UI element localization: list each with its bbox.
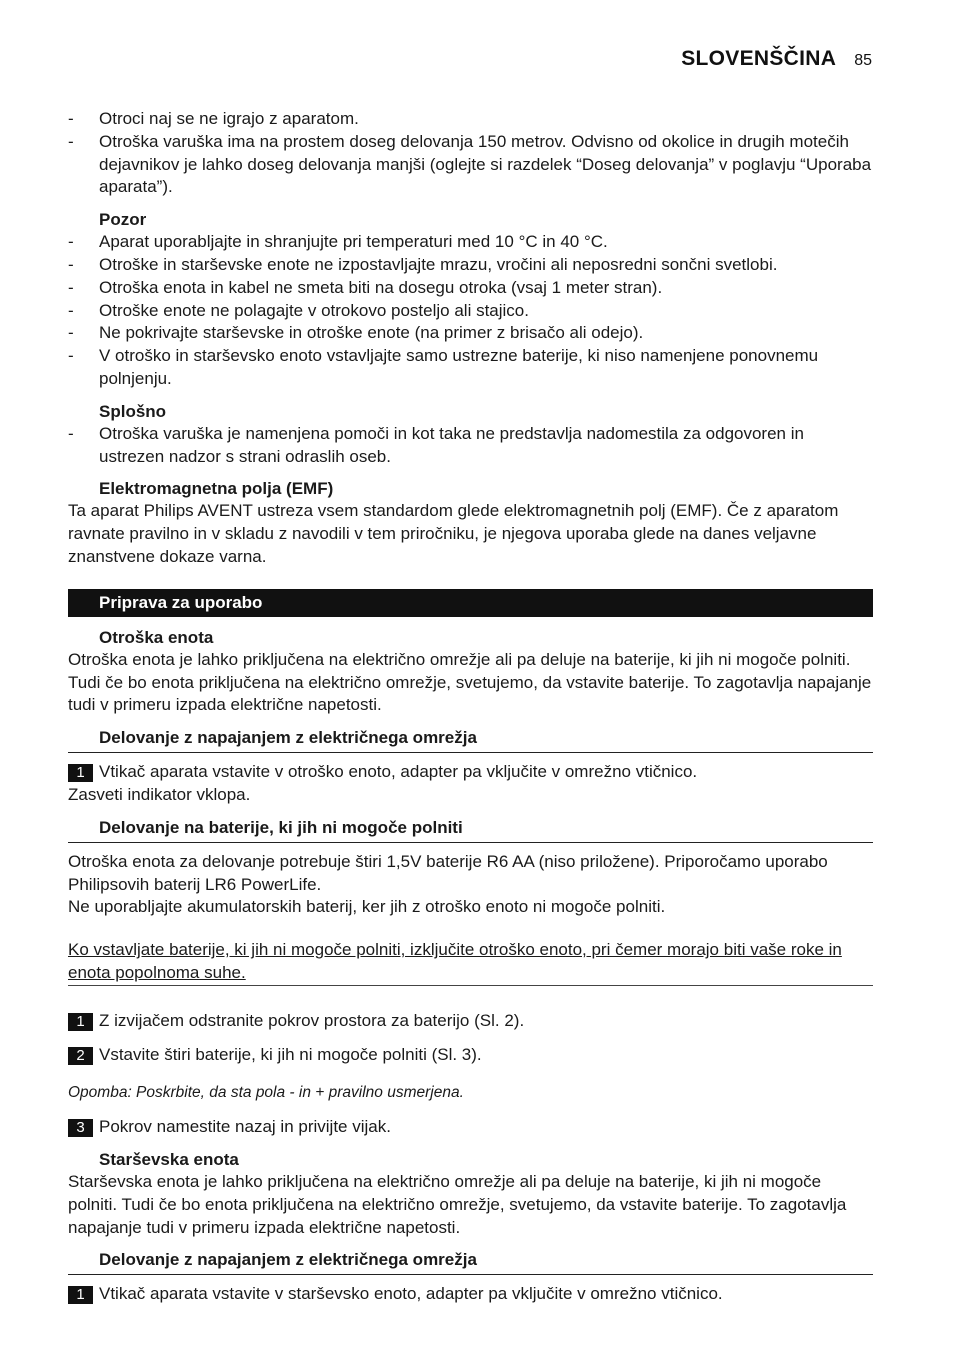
step-result: Zasveti indikator vklopa. (68, 784, 251, 804)
divider (68, 752, 873, 753)
emf-heading: Elektromagnetna polja (EMF) (99, 479, 334, 499)
section-heading-preparation: Priprava za uporabo (68, 589, 873, 617)
battery-warning (68, 939, 873, 986)
step-item (68, 1116, 873, 1139)
general-heading: Splošno (99, 401, 167, 421)
list-item: - V otroško in starševsko enoto vstavljajte samo ustrezne baterije, ki niso namenjene ponovnemu polnjenju. (68, 346, 819, 388)
step-item (68, 1283, 873, 1306)
intro-list (68, 108, 873, 199)
general-list (68, 423, 873, 469)
baby-unit-heading: Otroška enota (99, 627, 214, 647)
page-number: 85 (854, 52, 872, 69)
step-text: Pokrov namestite nazaj in privijte vijak. (99, 1117, 391, 1137)
list-item: - Otroške enote ne polagajte v otrokovo posteljo ali stajico. (68, 300, 529, 320)
list-item: - Otroška enota in kabel ne smeta biti na dosegu otroka (vsaj 1 meter stran). (68, 277, 663, 297)
step-text: Vtikač aparata vstavite v otroško enoto, adapter pa vključite v omrežno vtičnico. (99, 762, 698, 782)
caution-heading: Pozor (99, 210, 147, 230)
step-number: 1 (68, 1286, 93, 1304)
list-item: - Aparat uporabljajte in shranjujte pri temperaturi med 10 °C in 40 °C. (68, 232, 608, 252)
batteries-paragraph: Otroška enota za delovanje potrebuje štiri 1,5V baterije R6 AA (niso priložene). Priporočamo uporabo Philipsovih baterij LR6 PowerLife. (68, 851, 828, 894)
mains-heading-2: Delovanje z napajanjem z električnega omrežja (99, 1250, 477, 1270)
note-text: Opomba: Poskrbite, da sta pola - in + pravilno usmerjena. (68, 1084, 464, 1102)
batteries-heading: Delovanje na baterije, ki jih ni mogoče polniti (99, 817, 463, 837)
emf-paragraph: Ta aparat Philips AVENT ustreza vsem standardom glede elektromagnetnih polj (EMF). Če z aparatom ravnate pravilno in v skladu z navodili v tem priročniku, je njegova uporaba glede na danes veljavne znanstvene dokaze varna. (68, 501, 839, 566)
step-number: 1 (68, 1013, 93, 1031)
list-item: - Otroci naj se ne igrajo z aparatom. (68, 109, 359, 128)
list-item: - Otroška varuška je namenjena pomoči in kot taka ne predstavlja nadomestila za odgovoren in ustrezen nadzor s strani odraslih oseb. (68, 423, 804, 466)
list-item: - Ne pokrivajte starševske in otroške enote (na primer z brisačo ali odejo). (68, 323, 644, 343)
language-title: SLOVENŠČINA (681, 47, 837, 70)
step-item (68, 761, 873, 784)
step-item (68, 1010, 873, 1033)
step-text: Z izvijačem odstranite pokrov prostora za baterijo (Sl. 2). (99, 1010, 525, 1030)
step-number: 3 (68, 1119, 93, 1137)
step-text: Vstavite štiri baterije, ki jih ni mogoče polniti (Sl. 3). (99, 1044, 482, 1064)
parent-unit-paragraph: Starševska enota je lahko priključena na električno omrežje ali pa deluje na baterije, ki jih ni mogoče polniti. Tudi če bo enota priključena na električno omrežje, svetujemo, da vstavite baterije. To zagotavlja napajanje tudi v primeru izpada električne napetosti. (68, 1171, 847, 1237)
divider (68, 842, 873, 843)
list-item: - Otroška varuška ima na prostem doseg delovanja 150 metrov. Odvisno od okolice in drugih motečih dejavnikov je lahko doseg delovanja manjši (oglejte si razdelek “Doseg delovanja” v poglavju “Uporaba aparata”). (68, 131, 872, 197)
baby-unit-paragraph: Otroška enota je lahko priključena na električno omrežje ali pa deluje na baterije, ki jih ni mogoče polniti. Tudi če bo enota priključena na električno omrežje, svetujemo, da vstavite baterije. To zagotavlja napajanje tudi v primeru izpada električne napetosti. (68, 649, 872, 715)
batteries-paragraph-2: Ne uporabljajte akumulatorskih baterij, ker jih z otroško enoto ni mogoče polniti. (68, 897, 666, 917)
step-number: 2 (68, 1047, 93, 1065)
divider (68, 1274, 873, 1275)
list-item: - Otroške in starševske enote ne izpostavljajte mrazu, vročini ali neposredni sončni svetlobi. (68, 254, 778, 274)
step-number: 1 (68, 764, 93, 782)
step-text: Vtikač aparata vstavite v starševsko enoto, adapter pa vključite v omrežno vtičnico. (99, 1284, 723, 1304)
page-content (68, 108, 873, 1306)
warning-text: Ko vstavljate baterije, ki jih ni mogoče polniti, izključite otroško enoto, pri čemer morajo biti vaše roke in enota popolnoma suhe. (68, 940, 842, 982)
parent-unit-heading: Starševska enota (99, 1149, 239, 1169)
caution-list (68, 231, 873, 391)
step-item (68, 1044, 873, 1067)
mains-heading: Delovanje z napajanjem z električnega omrežja (99, 728, 477, 748)
page-header (681, 47, 872, 71)
